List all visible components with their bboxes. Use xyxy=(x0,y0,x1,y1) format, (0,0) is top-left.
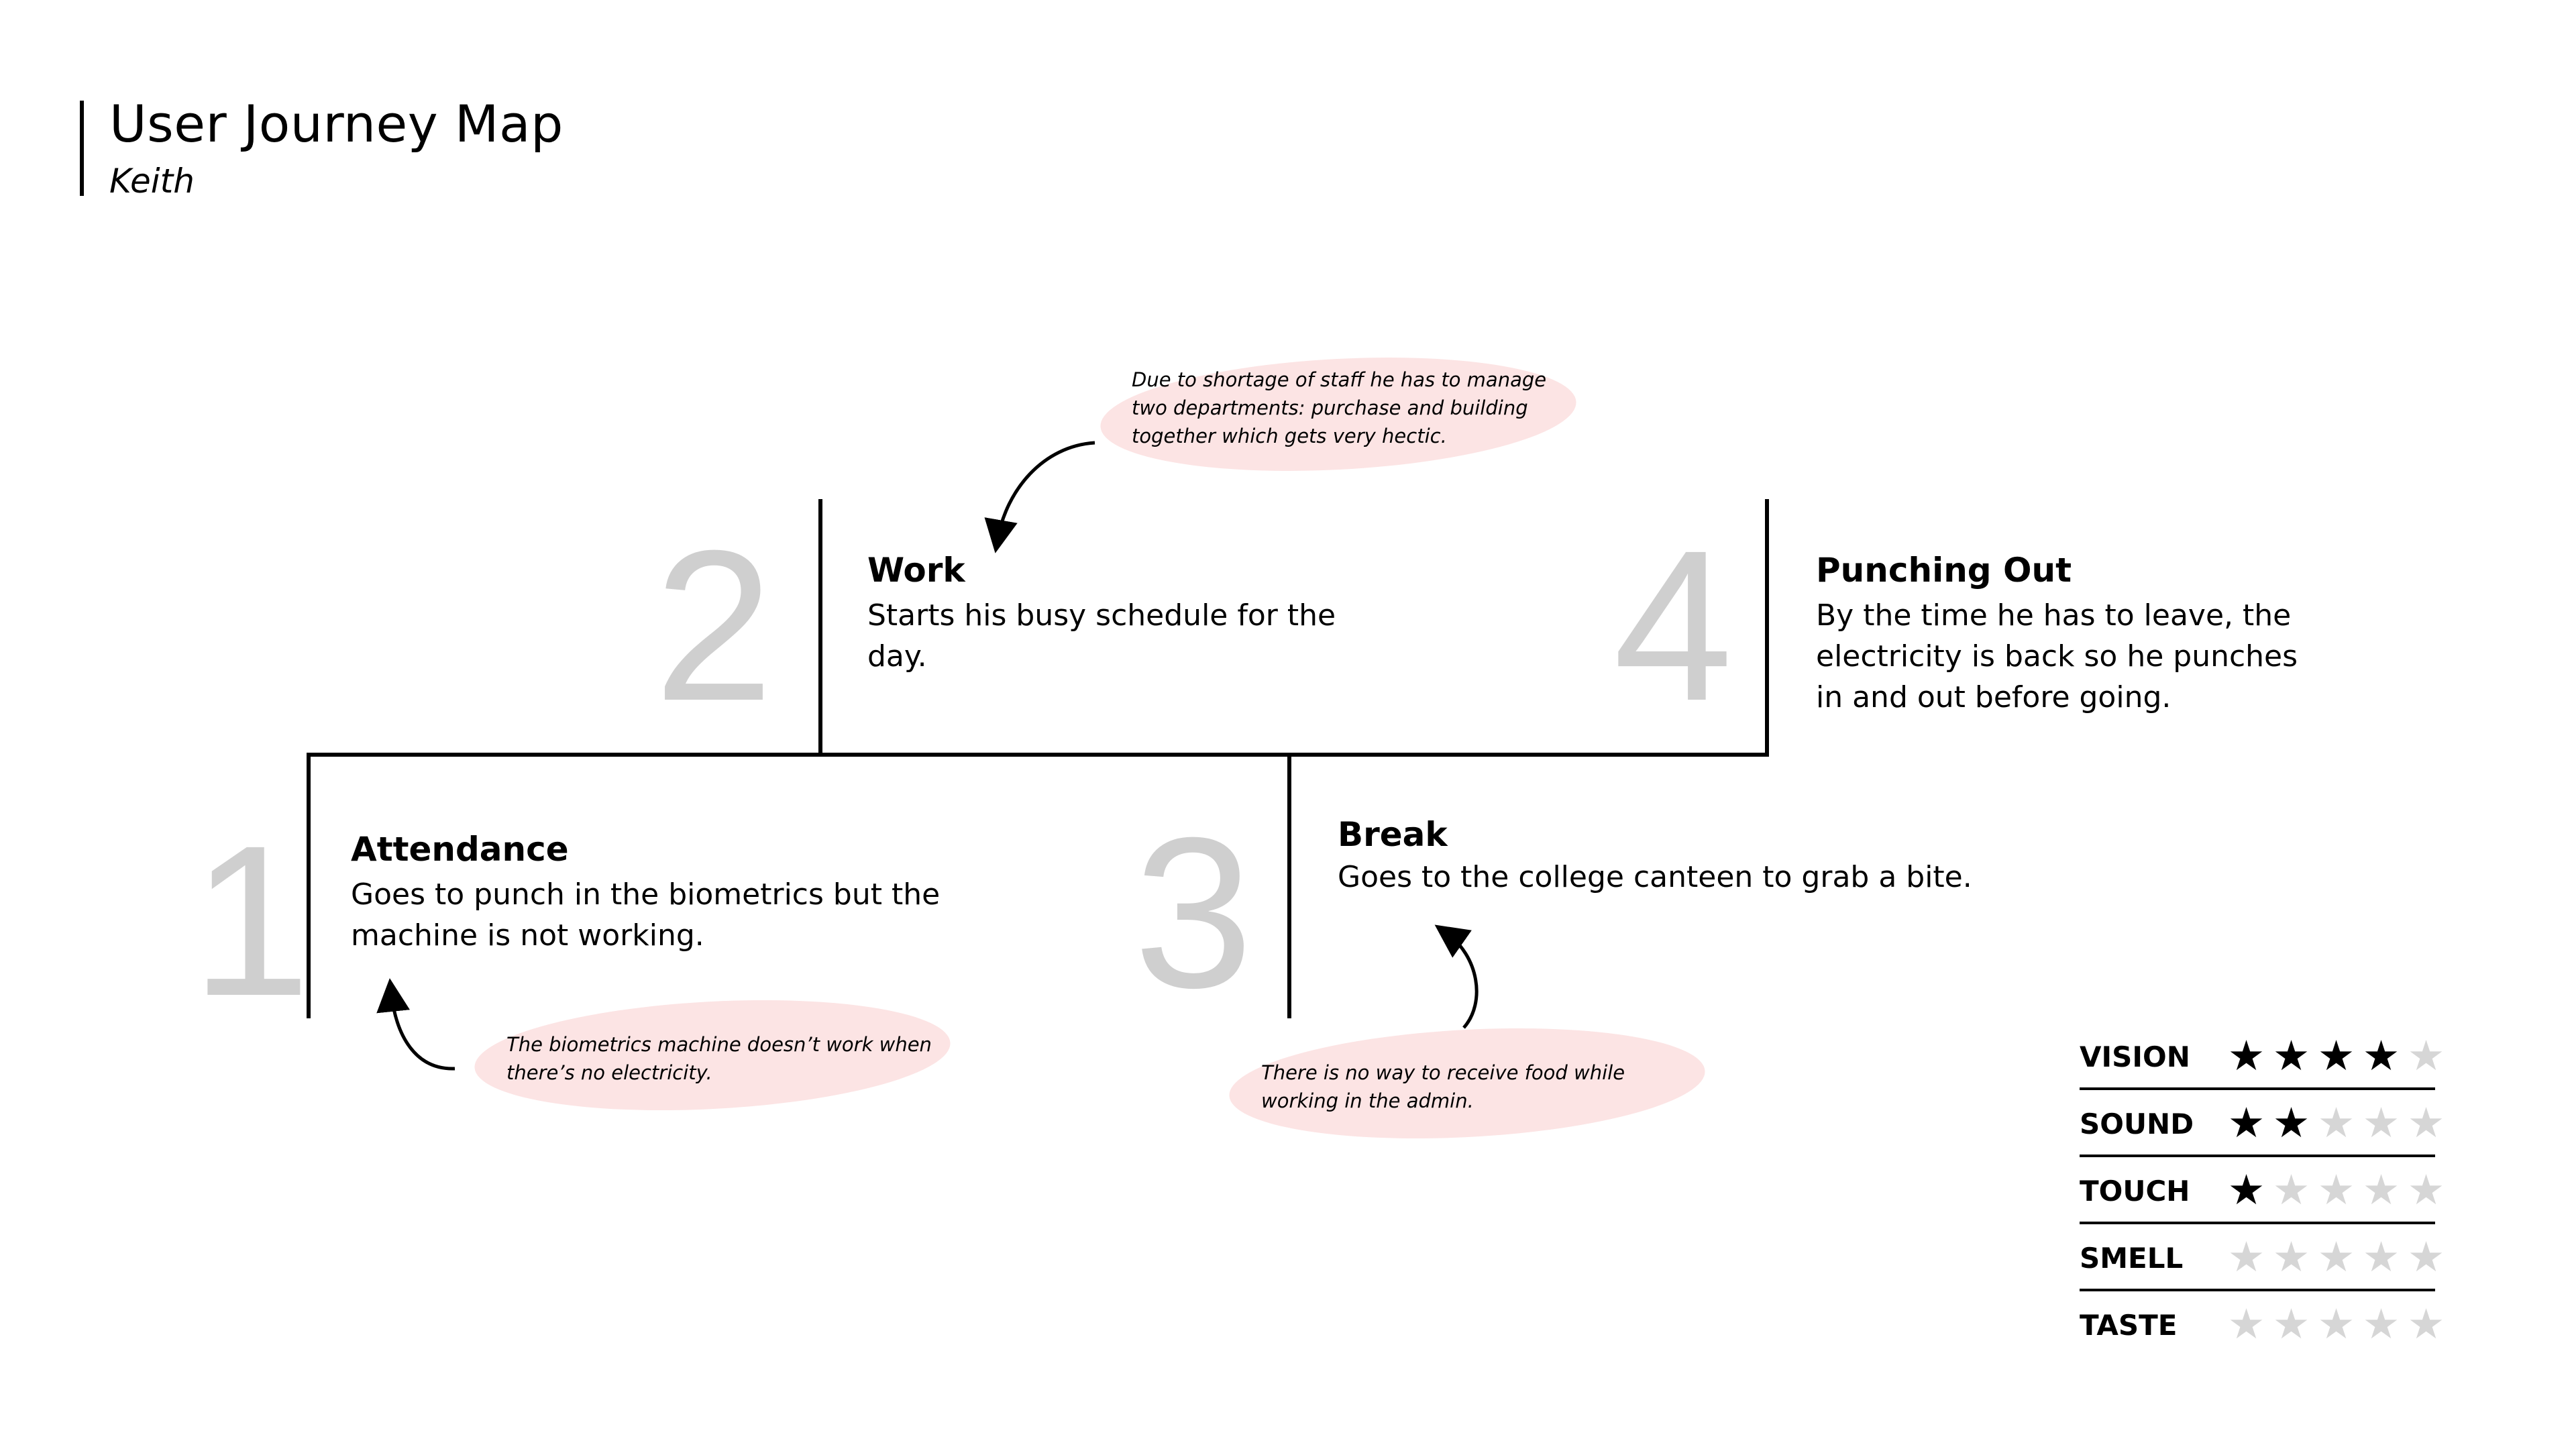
journey-baseline xyxy=(307,753,1769,757)
sense-label: TOUCH xyxy=(2080,1175,2190,1208)
star-icon: ★ xyxy=(2362,1165,2400,1214)
star-rating xyxy=(2224,1098,2449,1147)
star-icon: ★ xyxy=(2272,1299,2310,1348)
senses-rating-panel xyxy=(2080,1023,2445,1358)
sense-label: VISION xyxy=(2080,1040,2190,1073)
star-icon: ★ xyxy=(2272,1232,2310,1281)
curved-arrow-icon xyxy=(1446,932,1477,1028)
sense-row-touch xyxy=(2080,1157,2445,1224)
sense-label: SOUND xyxy=(2080,1108,2194,1140)
curved-arrow-icon xyxy=(391,991,455,1069)
title-accent-bar xyxy=(80,101,84,196)
star-icon: ★ xyxy=(2407,1165,2445,1214)
curved-arrow-icon xyxy=(998,443,1095,540)
page-title: User Journey Map xyxy=(109,94,564,154)
star-icon: ★ xyxy=(2227,1299,2265,1348)
step-title: Attendance xyxy=(351,830,569,869)
step-title: Work xyxy=(867,551,965,590)
step-description: Starts his busy schedule for the day. xyxy=(867,598,1336,674)
star-rating xyxy=(2224,1299,2449,1348)
sense-row-smell xyxy=(2080,1224,2445,1291)
star-icon: ★ xyxy=(2407,1098,2445,1147)
step-title: Break xyxy=(1338,815,1448,854)
sense-label: SMELL xyxy=(2080,1242,2184,1275)
star-icon: ★ xyxy=(2227,1031,2265,1080)
step-number: 1 xyxy=(191,800,311,1040)
sense-row-sound xyxy=(2080,1090,2445,1157)
star-icon: ★ xyxy=(2317,1232,2355,1281)
step-description: By the time he has to leave, the electricity is back so he punches in and out before going. xyxy=(1816,598,2298,714)
step-description: Goes to punch in the biometrics but the machine is not working. xyxy=(351,877,941,953)
star-icon: ★ xyxy=(2227,1165,2265,1214)
star-icon: ★ xyxy=(2227,1232,2265,1281)
pain-point-note-attendance: The biometrics machine doesn’t work when there’s no electricity. xyxy=(506,1033,932,1084)
star-icon: ★ xyxy=(2362,1299,2400,1348)
star-rating xyxy=(2224,1232,2449,1281)
star-icon: ★ xyxy=(2362,1031,2400,1080)
star-icon: ★ xyxy=(2362,1232,2400,1281)
star-icon: ★ xyxy=(2272,1031,2310,1080)
star-icon: ★ xyxy=(2407,1232,2445,1281)
step-number: 3 xyxy=(1134,792,1253,1032)
star-icon: ★ xyxy=(2362,1098,2400,1147)
step-description: Goes to the college canteen to grab a bite. xyxy=(1338,860,1972,894)
star-icon: ★ xyxy=(2407,1031,2445,1080)
star-rating xyxy=(2224,1031,2449,1080)
star-icon: ★ xyxy=(2317,1165,2355,1214)
star-icon: ★ xyxy=(2272,1098,2310,1147)
step-3-divider xyxy=(1287,753,1291,1018)
star-rating xyxy=(2224,1165,2449,1214)
pain-point-note-work: Due to shortage of staff he has to manage two departments: purchase and building together which gets very hectic. xyxy=(1132,368,1547,447)
step-number: 4 xyxy=(1613,505,1733,745)
star-icon: ★ xyxy=(2227,1098,2265,1147)
step-2-divider xyxy=(818,499,822,757)
pain-point-note-break: There is no way to receive food while working in the admin. xyxy=(1261,1061,1625,1112)
sense-row-vision xyxy=(2080,1023,2445,1090)
step-number: 2 xyxy=(654,505,773,745)
star-icon: ★ xyxy=(2407,1299,2445,1348)
step-4-divider xyxy=(1765,499,1769,757)
sense-row-taste xyxy=(2080,1291,2445,1358)
star-icon: ★ xyxy=(2272,1165,2310,1214)
persona-name: Keith xyxy=(109,162,195,201)
sense-label: TASTE xyxy=(2080,1309,2178,1342)
step-title: Punching Out xyxy=(1816,551,2072,590)
star-icon: ★ xyxy=(2317,1031,2355,1080)
star-icon: ★ xyxy=(2317,1299,2355,1348)
star-icon: ★ xyxy=(2317,1098,2355,1147)
